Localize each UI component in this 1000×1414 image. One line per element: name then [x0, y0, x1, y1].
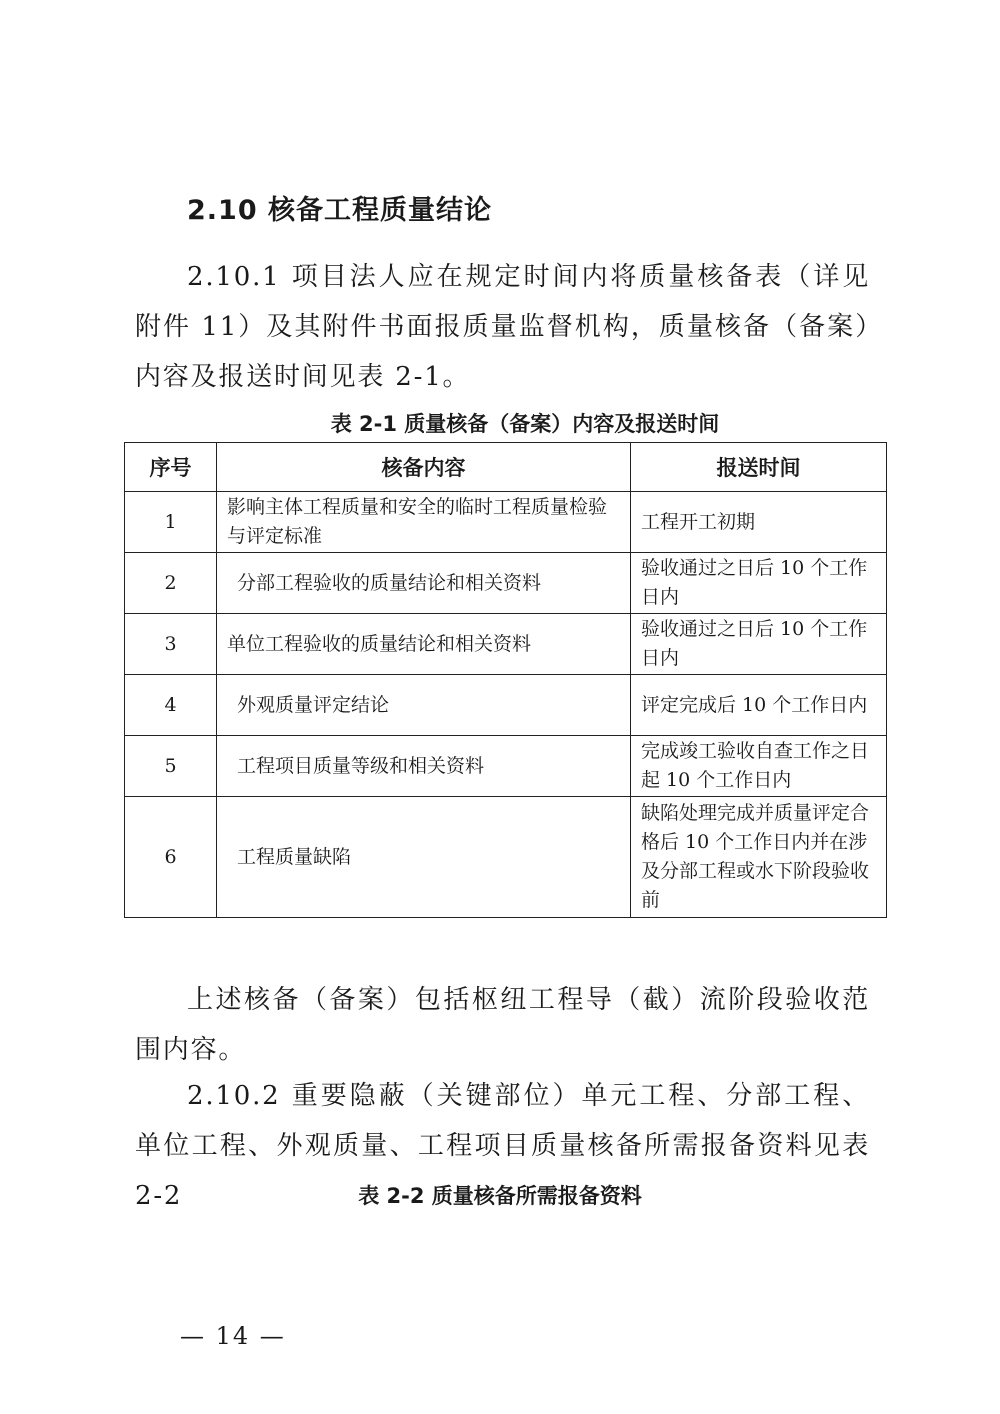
- table-header-row: [125, 443, 887, 492]
- row-content: 影响主体工程质量和安全的临时工程质量检验与评定标准: [217, 492, 631, 553]
- row-number: 2: [125, 553, 217, 614]
- row-number: 1: [125, 492, 217, 553]
- row-content: 外观质量评定结论: [217, 675, 631, 736]
- table-2-2-caption: 表 2-2 质量核备所需报备资料: [358, 1184, 642, 1208]
- row-content: 单位工程验收的质量结论和相关资料: [217, 614, 631, 675]
- table-row: [125, 614, 887, 675]
- table-row: [125, 675, 887, 736]
- row-time: 缺陷处理完成并质量评定合格后 10 个工作日内并在涉及分部工程或水下阶段验收前: [631, 797, 887, 918]
- table-row: [125, 553, 887, 614]
- row-time: 验收通过之日后 10 个工作日内: [631, 553, 887, 614]
- section-heading: 2.10 核备工程质量结论: [187, 195, 493, 226]
- row-content: 工程项目质量等级和相关资料: [217, 736, 631, 797]
- row-content: 工程质量缺陷: [217, 797, 631, 918]
- row-number: 6: [125, 797, 217, 918]
- row-time: 评定完成后 10 个工作日内: [631, 675, 887, 736]
- table-row: [125, 492, 887, 553]
- row-number: 5: [125, 736, 217, 797]
- row-time: 完成竣工验收自查工作之日起 10 个工作日内: [631, 736, 887, 797]
- table-2-1: [124, 442, 887, 918]
- header-content: 核备内容: [217, 443, 631, 492]
- table-2-1-caption: 表 2-1 质量核备（备案）内容及报送时间: [330, 412, 720, 436]
- paragraph-scope-note: 上述核备（备案）包括枢纽工程导（截）流阶段验收范围内容。: [135, 985, 870, 1065]
- header-serial: 序号: [125, 443, 217, 492]
- row-number: 4: [125, 675, 217, 736]
- row-time: 验收通过之日后 10 个工作日内: [631, 614, 887, 675]
- paragraph-2-10-2: 2.10.2 重要隐蔽（关键部位）单元工程、分部工程、单位工程、外观质量、工程项目质量核备所需报备资料见表 2-2: [135, 1081, 870, 1211]
- table-row: [125, 797, 887, 918]
- page-number: — 14 —: [180, 1322, 286, 1350]
- row-number: 3: [125, 614, 217, 675]
- row-content: 分部工程验收的质量结论和相关资料: [217, 553, 631, 614]
- row-time: 工程开工初期: [631, 492, 887, 553]
- table-row: [125, 736, 887, 797]
- header-time: 报送时间: [631, 443, 887, 492]
- paragraph-2-10-1: 2.10.1 项目法人应在规定时间内将质量核备表（详见附件 11）及其附件书面报质量监督机构，质量核备（备案）内容及报送时间见表 2-1。: [135, 262, 870, 392]
